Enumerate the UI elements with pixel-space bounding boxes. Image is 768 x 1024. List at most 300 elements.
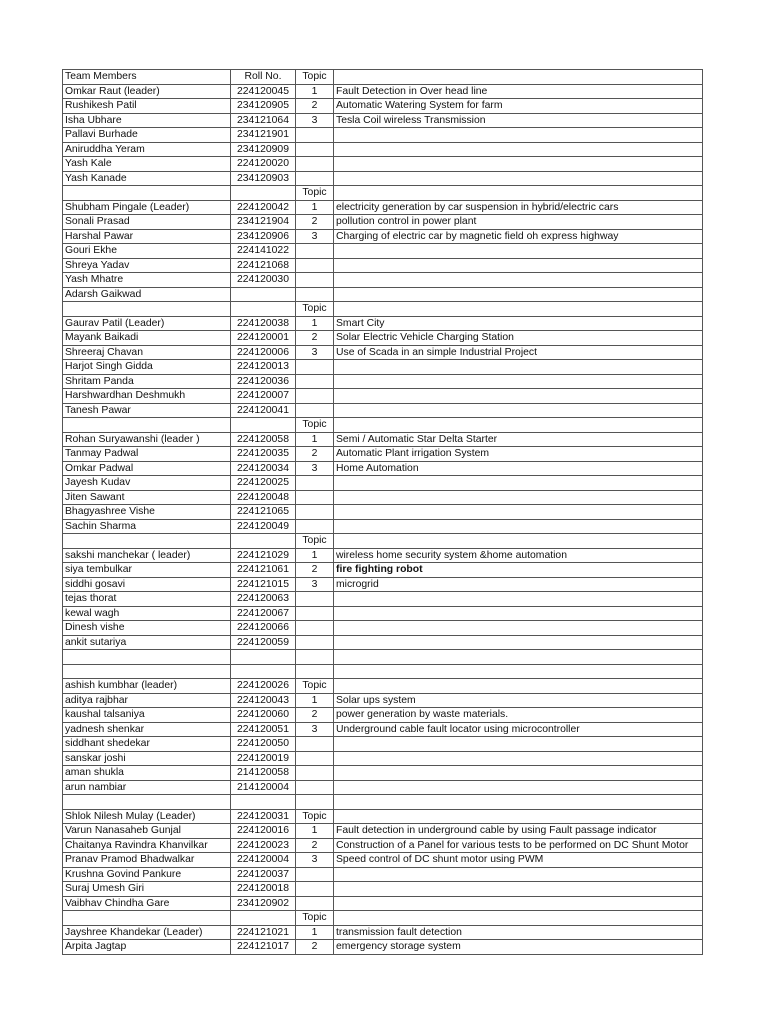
topic-title-cell: emergency storage system (334, 940, 703, 955)
team-member-cell: Sonali Prasad (63, 215, 231, 230)
team-member-cell (63, 911, 231, 926)
team-member-cell: siddhi gosavi (63, 577, 231, 592)
table-row (63, 142, 703, 157)
table-row (63, 490, 703, 505)
team-topics-table (62, 69, 703, 955)
team-member-cell (63, 534, 231, 549)
team-member-cell: siddhant shedekar (63, 737, 231, 752)
topic-title-cell: Fault Detection in Over head line (334, 84, 703, 99)
roll-number-cell: 224120063 (231, 592, 296, 607)
team-member-cell: Tanmay Padwal (63, 447, 231, 462)
team-member-cell (63, 795, 231, 810)
topic-number-cell (296, 780, 334, 795)
team-member-cell: Krushna Govind Pankure (63, 867, 231, 882)
topic-number-cell (296, 490, 334, 505)
table-row (63, 519, 703, 534)
team-member-cell: ankit sutariya (63, 635, 231, 650)
topic-title-cell (334, 374, 703, 389)
topic-number-cell (296, 157, 334, 172)
topic-title-cell: power generation by waste materials. (334, 708, 703, 723)
roll-number-cell: Roll No. (231, 70, 296, 85)
topic-number-cell: 2 (296, 215, 334, 230)
team-member-cell: Chaitanya Ravindra Khanvilkar (63, 838, 231, 853)
topic-title-cell (334, 795, 703, 810)
table-row (63, 809, 703, 824)
topic-number-cell (296, 360, 334, 375)
team-member-cell: sakshi manchekar ( leader) (63, 548, 231, 563)
topic-number-cell: 2 (296, 838, 334, 853)
topic-number-cell: 2 (296, 447, 334, 462)
topic-title-cell: wireless home security system &home automation (334, 548, 703, 563)
topic-title-cell (334, 490, 703, 505)
team-member-cell: Dinesh vishe (63, 621, 231, 636)
roll-number-cell: 224120035 (231, 447, 296, 462)
team-member-cell: Harjot Singh Gidda (63, 360, 231, 375)
roll-number-cell: 224121029 (231, 548, 296, 563)
team-member-cell: Jiten Sawant (63, 490, 231, 505)
team-member-cell: arun nambiar (63, 780, 231, 795)
table-row (63, 838, 703, 853)
topic-title-cell (334, 302, 703, 317)
table-row (63, 403, 703, 418)
team-member-cell: Pallavi Burhade (63, 128, 231, 143)
roll-number-cell: 224120013 (231, 360, 296, 375)
roll-number-cell (231, 287, 296, 302)
team-member-cell: Isha Ubhare (63, 113, 231, 128)
topic-title-cell (334, 258, 703, 273)
table-row (63, 896, 703, 911)
team-member-cell: Shreya Yadav (63, 258, 231, 273)
table-row (63, 345, 703, 360)
topic-title-cell: electricity generation by car suspension in hybrid/electric cars (334, 200, 703, 215)
table-row (63, 751, 703, 766)
table-row (63, 824, 703, 839)
team-member-cell: Arpita Jagtap (63, 940, 231, 955)
team-member-cell: aditya rajbhar (63, 693, 231, 708)
team-member-cell: Bhagyashree Vishe (63, 505, 231, 520)
topic-title-cell (334, 896, 703, 911)
topic-number-cell (296, 664, 334, 679)
roll-number-cell: 234120905 (231, 99, 296, 114)
team-member-cell: Yash Kale (63, 157, 231, 172)
table-row (63, 534, 703, 549)
team-member-cell: Omkar Raut (leader) (63, 84, 231, 99)
team-member-cell: kaushal talsaniya (63, 708, 231, 723)
topic-number-cell: 2 (296, 708, 334, 723)
topic-number-cell (296, 128, 334, 143)
topic-title-cell (334, 287, 703, 302)
team-member-cell: Rushikesh Patil (63, 99, 231, 114)
roll-number-cell: 224120041 (231, 403, 296, 418)
topic-title-cell: transmission fault detection (334, 925, 703, 940)
roll-number-cell: 234121901 (231, 128, 296, 143)
topic-number-cell (296, 795, 334, 810)
roll-number-cell: 224121065 (231, 505, 296, 520)
roll-number-cell: 234120902 (231, 896, 296, 911)
topic-title-cell (334, 418, 703, 433)
topic-title-cell (334, 534, 703, 549)
roll-number-cell: 234120906 (231, 229, 296, 244)
table-row (63, 302, 703, 317)
team-member-cell: Shlok Nilesh Mulay (Leader) (63, 809, 231, 824)
topic-number-cell: 1 (296, 200, 334, 215)
roll-number-cell: 224121061 (231, 563, 296, 578)
topic-number-cell: 3 (296, 229, 334, 244)
table-row (63, 635, 703, 650)
team-member-cell: kewal wagh (63, 606, 231, 621)
topic-number-cell (296, 403, 334, 418)
topic-title-cell (334, 505, 703, 520)
topic-number-cell: 2 (296, 331, 334, 346)
roll-number-cell: 224120058 (231, 432, 296, 447)
roll-number-cell: 224120045 (231, 84, 296, 99)
topic-title-cell (334, 70, 703, 85)
team-member-cell (63, 664, 231, 679)
team-member-cell: Jayshree Khandekar (Leader) (63, 925, 231, 940)
roll-number-cell: 224120060 (231, 708, 296, 723)
topic-number-cell: Topic (296, 534, 334, 549)
table-row (63, 461, 703, 476)
team-member-cell: Vaibhav Chindha Gare (63, 896, 231, 911)
topic-number-cell (296, 171, 334, 186)
roll-number-cell: 234120903 (231, 171, 296, 186)
team-member-cell: Pranav Pramod Bhadwalkar (63, 853, 231, 868)
topic-title-cell: Fault detection in underground cable by using Fault passage indicator (334, 824, 703, 839)
roll-number-cell (231, 302, 296, 317)
roll-number-cell: 224120043 (231, 693, 296, 708)
table-row (63, 621, 703, 636)
roll-number-cell: 224120020 (231, 157, 296, 172)
team-member-cell: Shritam Panda (63, 374, 231, 389)
team-member-cell: Yash Kanade (63, 171, 231, 186)
roll-number-cell (231, 664, 296, 679)
topic-number-cell: 1 (296, 316, 334, 331)
team-member-cell (63, 650, 231, 665)
topic-number-cell (296, 287, 334, 302)
topic-title-cell (334, 142, 703, 157)
table-row (63, 99, 703, 114)
table-row (63, 418, 703, 433)
table-row (63, 374, 703, 389)
team-member-cell: Shreeraj Chavan (63, 345, 231, 360)
table-row (63, 258, 703, 273)
topic-title-cell (334, 664, 703, 679)
roll-number-cell: 224120018 (231, 882, 296, 897)
table-row (63, 316, 703, 331)
table-row (63, 679, 703, 694)
topic-title-cell: Use of Scada in an simple Industrial Project (334, 345, 703, 360)
table-row (63, 940, 703, 955)
topic-number-cell: 2 (296, 99, 334, 114)
roll-number-cell: 224120023 (231, 838, 296, 853)
table-row (63, 795, 703, 810)
roll-number-cell: 224120019 (231, 751, 296, 766)
topic-title-cell: Construction of a Panel for various tests to be performed on DC Shunt Motor (334, 838, 703, 853)
roll-number-cell: 224121068 (231, 258, 296, 273)
topic-title-cell: Charging of electric car by magnetic field oh express highway (334, 229, 703, 244)
table-row (63, 911, 703, 926)
roll-number-cell: 224120036 (231, 374, 296, 389)
topic-title-cell: Smart City (334, 316, 703, 331)
topic-number-cell (296, 519, 334, 534)
topic-title-cell (334, 766, 703, 781)
roll-number-cell: 224120042 (231, 200, 296, 215)
roll-number-cell: 224121015 (231, 577, 296, 592)
topic-title-cell: Semi / Automatic Star Delta Starter (334, 432, 703, 447)
roll-number-cell: 224120031 (231, 809, 296, 824)
roll-number-cell (231, 534, 296, 549)
team-member-cell: Varun Nanasaheb Gunjal (63, 824, 231, 839)
team-member-cell: Gaurav Patil (Leader) (63, 316, 231, 331)
table-row (63, 708, 703, 723)
topic-number-cell: Topic (296, 809, 334, 824)
team-member-cell: Gouri Ekhe (63, 244, 231, 259)
topic-title-cell (334, 679, 703, 694)
roll-number-cell: 224120048 (231, 490, 296, 505)
topic-number-cell (296, 476, 334, 491)
topic-number-cell: 3 (296, 113, 334, 128)
topic-title-cell (334, 360, 703, 375)
topic-title-cell (334, 244, 703, 259)
topic-title-cell (334, 606, 703, 621)
topic-title-cell: Home Automation (334, 461, 703, 476)
topic-title-cell (334, 171, 703, 186)
topic-number-cell: Topic (296, 186, 334, 201)
table-row (63, 476, 703, 491)
team-member-cell (63, 186, 231, 201)
topic-number-cell: Topic (296, 679, 334, 694)
table-row (63, 128, 703, 143)
topic-title-cell: Automatic Watering System for farm (334, 99, 703, 114)
roll-number-cell (231, 418, 296, 433)
topic-number-cell: 1 (296, 693, 334, 708)
topic-number-cell: Topic (296, 70, 334, 85)
topic-title-cell: Solar Electric Vehicle Charging Station (334, 331, 703, 346)
topic-title-cell (334, 809, 703, 824)
table-row (63, 360, 703, 375)
topic-title-cell (334, 650, 703, 665)
topic-title-cell: pollution control in power plant (334, 215, 703, 230)
topic-title-cell (334, 476, 703, 491)
topic-number-cell: 1 (296, 925, 334, 940)
topic-title-cell (334, 389, 703, 404)
topic-number-cell (296, 896, 334, 911)
team-member-cell: Harshwardhan Deshmukh (63, 389, 231, 404)
team-member-cell: Rohan Suryawanshi (leader ) (63, 432, 231, 447)
roll-number-cell: 224120037 (231, 867, 296, 882)
table-row (63, 577, 703, 592)
roll-number-cell: 224120030 (231, 273, 296, 288)
team-member-cell: Shubham Pingale (Leader) (63, 200, 231, 215)
table-row (63, 722, 703, 737)
topic-title-cell (334, 621, 703, 636)
team-member-cell: Harshal Pawar (63, 229, 231, 244)
table-row (63, 84, 703, 99)
team-member-cell: tejas thorat (63, 592, 231, 607)
table-row (63, 853, 703, 868)
topic-number-cell (296, 374, 334, 389)
topic-title-cell: Solar ups system (334, 693, 703, 708)
topic-number-cell (296, 650, 334, 665)
topic-title-cell (334, 737, 703, 752)
topic-title-cell (334, 780, 703, 795)
topic-number-cell (296, 882, 334, 897)
topic-title-cell: Automatic Plant irrigation System (334, 447, 703, 462)
table-row (63, 244, 703, 259)
table-row (63, 447, 703, 462)
table-row (63, 548, 703, 563)
topic-title-cell: Speed control of DC shunt motor using PWM (334, 853, 703, 868)
table-row (63, 171, 703, 186)
topic-number-cell (296, 737, 334, 752)
table-row (63, 287, 703, 302)
table-row (63, 563, 703, 578)
topic-number-cell (296, 766, 334, 781)
table-row (63, 737, 703, 752)
roll-number-cell: 224120066 (231, 621, 296, 636)
table-row (63, 693, 703, 708)
team-member-cell: siya tembulkar (63, 563, 231, 578)
table-row (63, 215, 703, 230)
roll-number-cell (231, 186, 296, 201)
topic-title-cell (334, 519, 703, 534)
table-row (63, 780, 703, 795)
table-row (63, 650, 703, 665)
roll-number-cell: 214120004 (231, 780, 296, 795)
roll-number-cell: 214120058 (231, 766, 296, 781)
table-row (63, 606, 703, 621)
topic-title-cell (334, 186, 703, 201)
team-member-cell: Yash Mhatre (63, 273, 231, 288)
topic-title-cell (334, 128, 703, 143)
topic-title-cell (334, 157, 703, 172)
topic-number-cell: 3 (296, 577, 334, 592)
topic-number-cell: 1 (296, 548, 334, 563)
roll-number-cell (231, 650, 296, 665)
topic-number-cell (296, 867, 334, 882)
team-member-cell: yadnesh shenkar (63, 722, 231, 737)
roll-number-cell (231, 911, 296, 926)
roll-number-cell: 224120051 (231, 722, 296, 737)
roll-number-cell: 224120049 (231, 519, 296, 534)
topic-number-cell: 1 (296, 824, 334, 839)
roll-number-cell: 234121064 (231, 113, 296, 128)
topic-number-cell: Topic (296, 911, 334, 926)
topic-title-cell (334, 592, 703, 607)
topic-title-cell (334, 911, 703, 926)
table-row (63, 389, 703, 404)
roll-number-cell: 224120001 (231, 331, 296, 346)
table-row (63, 925, 703, 940)
topic-title-cell (334, 635, 703, 650)
roll-number-cell: 224121017 (231, 940, 296, 955)
roll-number-cell: 224141022 (231, 244, 296, 259)
topic-number-cell (296, 244, 334, 259)
table-row (63, 867, 703, 882)
topic-number-cell: Topic (296, 302, 334, 317)
topic-number-cell (296, 621, 334, 636)
table-row (63, 113, 703, 128)
roll-number-cell: 224120006 (231, 345, 296, 360)
topic-number-cell (296, 142, 334, 157)
topic-title-cell (334, 403, 703, 418)
roll-number-cell: 224121021 (231, 925, 296, 940)
team-member-cell: Tanesh Pawar (63, 403, 231, 418)
team-member-cell: Team Members (63, 70, 231, 85)
roll-number-cell: 224120025 (231, 476, 296, 491)
table-row (63, 664, 703, 679)
roll-number-cell: 234121904 (231, 215, 296, 230)
table-row (63, 186, 703, 201)
roll-number-cell: 224120059 (231, 635, 296, 650)
topic-number-cell: 3 (296, 722, 334, 737)
team-member-cell (63, 418, 231, 433)
topic-number-cell: 3 (296, 345, 334, 360)
team-member-cell: Omkar Padwal (63, 461, 231, 476)
topic-title-cell: fire fighting robot (334, 563, 703, 578)
table-row (63, 331, 703, 346)
table-row (63, 273, 703, 288)
topic-title-cell (334, 751, 703, 766)
topic-title-cell (334, 867, 703, 882)
team-member-cell: Suraj Umesh Giri (63, 882, 231, 897)
topic-number-cell (296, 273, 334, 288)
roll-number-cell: 234120909 (231, 142, 296, 157)
team-member-cell: Mayank Baikadi (63, 331, 231, 346)
topic-number-cell: Topic (296, 418, 334, 433)
roll-number-cell: 224120007 (231, 389, 296, 404)
table-row (63, 229, 703, 244)
table-row (63, 592, 703, 607)
roll-number-cell: 224120004 (231, 853, 296, 868)
table-row (63, 157, 703, 172)
roll-number-cell: 224120026 (231, 679, 296, 694)
roll-number-cell: 224120050 (231, 737, 296, 752)
topic-number-cell (296, 592, 334, 607)
roll-number-cell: 224120034 (231, 461, 296, 476)
topic-number-cell: 3 (296, 461, 334, 476)
table-row (63, 432, 703, 447)
topic-number-cell (296, 606, 334, 621)
topic-number-cell: 2 (296, 563, 334, 578)
roll-number-cell: 224120038 (231, 316, 296, 331)
roll-number-cell: 224120067 (231, 606, 296, 621)
topic-number-cell (296, 635, 334, 650)
roll-number-cell: 224120016 (231, 824, 296, 839)
topic-title-cell: Tesla Coil wireless Transmission (334, 113, 703, 128)
topic-number-cell (296, 258, 334, 273)
topic-number-cell (296, 751, 334, 766)
table-row (63, 882, 703, 897)
topic-title-cell (334, 273, 703, 288)
team-member-cell: Adarsh Gaikwad (63, 287, 231, 302)
topic-number-cell (296, 389, 334, 404)
topic-number-cell: 1 (296, 84, 334, 99)
table-row (63, 70, 703, 85)
topic-number-cell: 2 (296, 940, 334, 955)
table-row (63, 505, 703, 520)
team-member-cell: ashish kumbhar (leader) (63, 679, 231, 694)
topic-number-cell: 3 (296, 853, 334, 868)
topic-title-cell: microgrid (334, 577, 703, 592)
team-member-cell: sanskar joshi (63, 751, 231, 766)
topic-title-cell: Underground cable fault locator using microcontroller (334, 722, 703, 737)
topic-number-cell (296, 505, 334, 520)
team-member-cell: aman shukla (63, 766, 231, 781)
topic-title-cell (334, 882, 703, 897)
roll-number-cell (231, 795, 296, 810)
team-member-cell: Sachin Sharma (63, 519, 231, 534)
